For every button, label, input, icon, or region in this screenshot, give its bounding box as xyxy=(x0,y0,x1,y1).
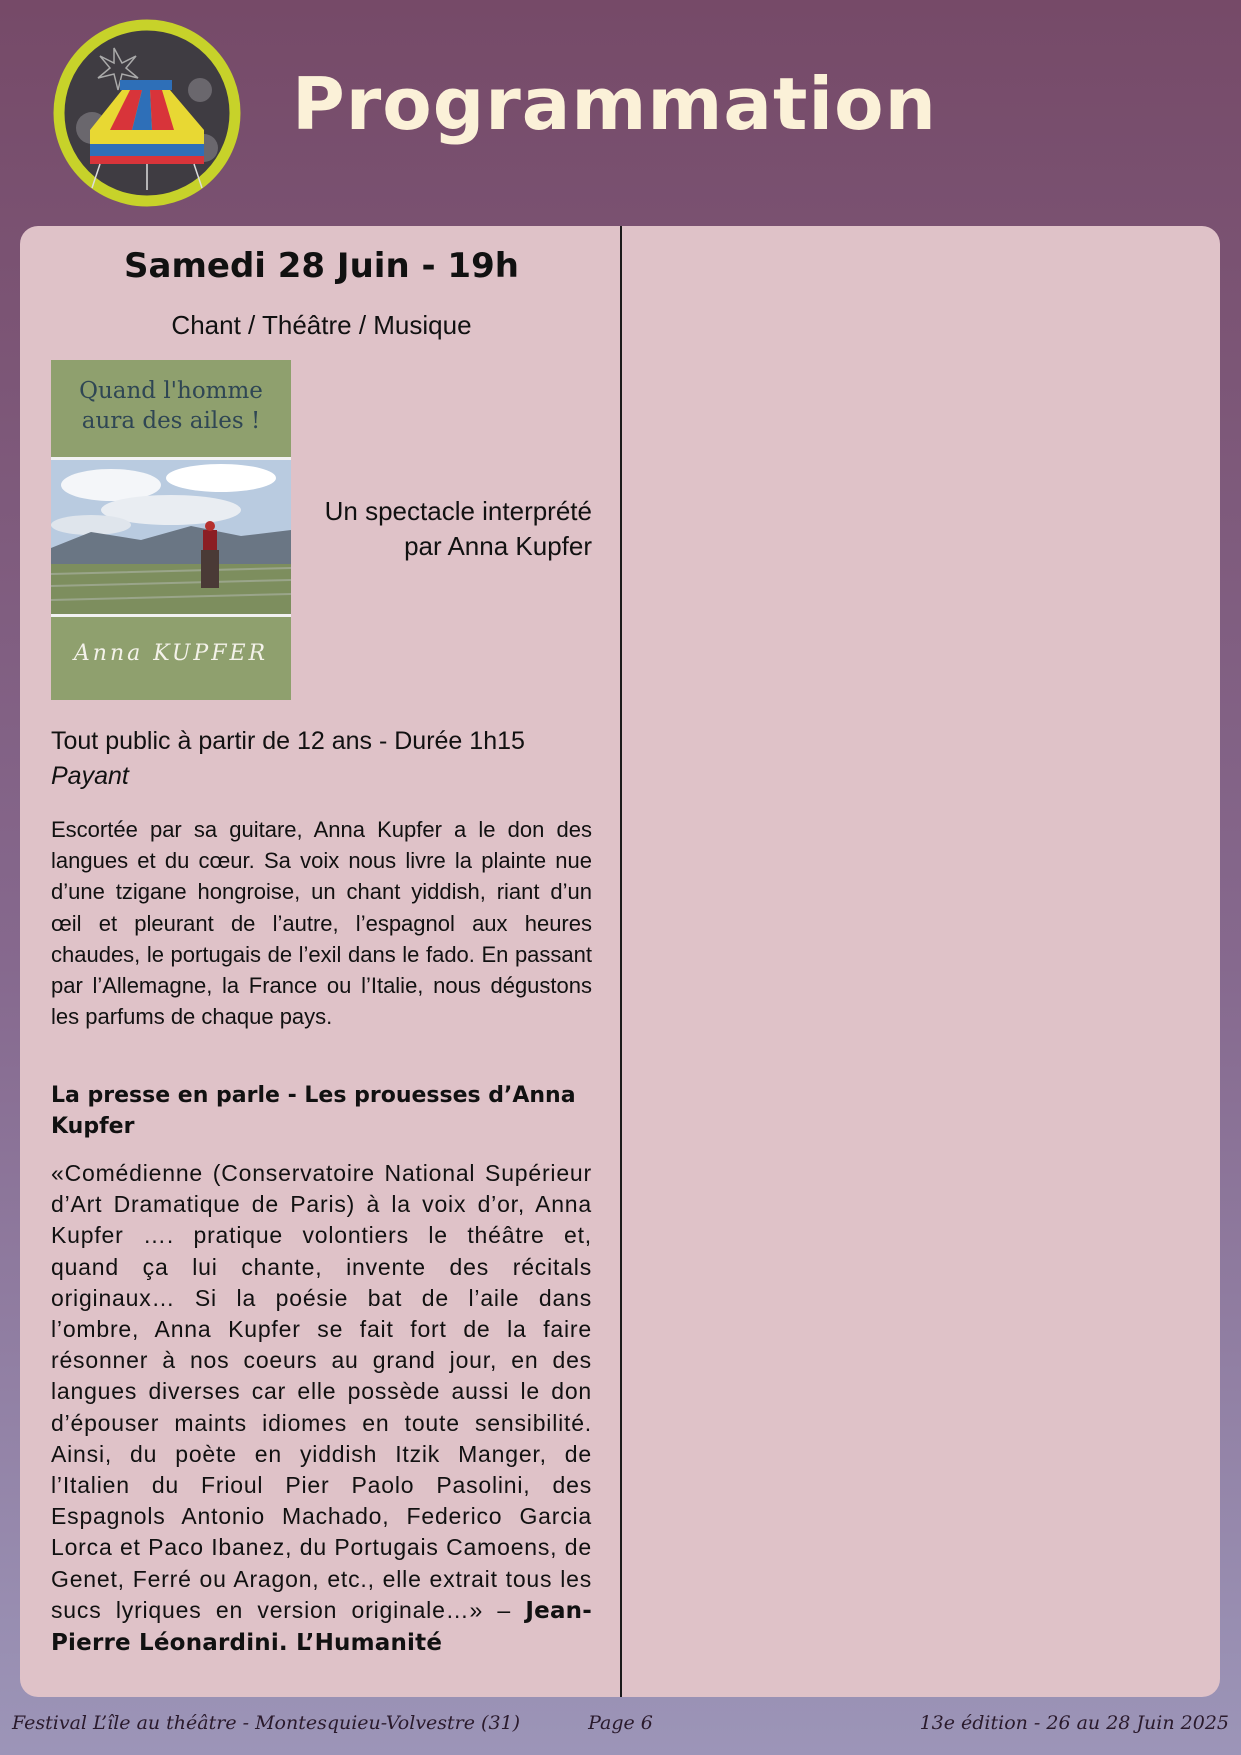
audience-duration: Tout public à partir de 12 ans - Durée 1h15 xyxy=(51,727,525,755)
poster-title-line2: aura des ailes ! xyxy=(81,408,261,434)
press-author: Jean-Pierre Léonardini. L’Humanité xyxy=(51,1597,592,1657)
show-poster xyxy=(51,360,291,700)
footer-festival: Festival L’île au théâtre - Montesquieu-Volvestre (31) xyxy=(12,1712,521,1734)
poster-title-line1: Quand l'homme xyxy=(79,378,263,404)
press-quote-text: «Comédienne (Conservatoire National Supérieur d’Art Dramatique de Paris) à la voix d’or, Anna Kupfer …. pratique volontiers le théâtre et, quand ça lui chante, invente des récitals originaux… Si la poésie bat de l’aile dans l’ombre, Anna Kupfer se fait fort de la faire résonner à nos coeurs au grand jour, en des langues diverses car elle possède aussi le don d’épouser maints idiomes en toute sensibilité. Ainsi, du poète en yiddish Itzik Manger, de l’Italien du Frioul Pier Paolo Pasolini, des Espagnols Antonio Machado, Federico Garcia Lorca et Paco Ibanez, du Portugais Camoens, de Genet, Ferré ou Aragon, etc., elle extrait tous les sucs lyriques en version originale…» – xyxy=(51,1160,592,1623)
caption-line-2: par Anna Kupfer xyxy=(404,531,592,561)
press-quote xyxy=(51,1158,592,1659)
show-caption xyxy=(291,494,592,564)
caption-line-1: Un spectacle interprété xyxy=(324,496,592,526)
show-info xyxy=(51,724,525,794)
event-genre: Chant / Théâtre / Musique xyxy=(171,310,472,340)
page-footer xyxy=(0,1712,1241,1746)
price: Payant xyxy=(51,762,129,790)
footer-page-number: Page 6 xyxy=(588,1712,653,1734)
press-heading: La presse en parle - Les prouesses d’Anna Kupfer xyxy=(51,1083,576,1139)
show-description: Escortée par sa guitare, Anna Kupfer a le don des langues et du cœur. Sa voix nous livre la plainte nue d’une tzigane hongroise, un chant yiddish, riant d’un œil et pleurant de l’autre, l’espagnol aux heures chaudes, le portugais de l’exil dans le fado. En passant par l’Allemagne, la France ou l’Italie, nous dégustons les parfums de chaque pays. xyxy=(51,817,592,1030)
event-date: Samedi 28 Juin - 19h xyxy=(124,246,519,286)
festival-logo xyxy=(52,18,242,208)
page-title: Programmation xyxy=(292,62,937,146)
footer-edition: 13e édition - 26 au 28 Juin 2025 xyxy=(919,1712,1229,1734)
poster-author: Anna KUPFER xyxy=(73,641,269,666)
column-divider xyxy=(620,226,622,1697)
